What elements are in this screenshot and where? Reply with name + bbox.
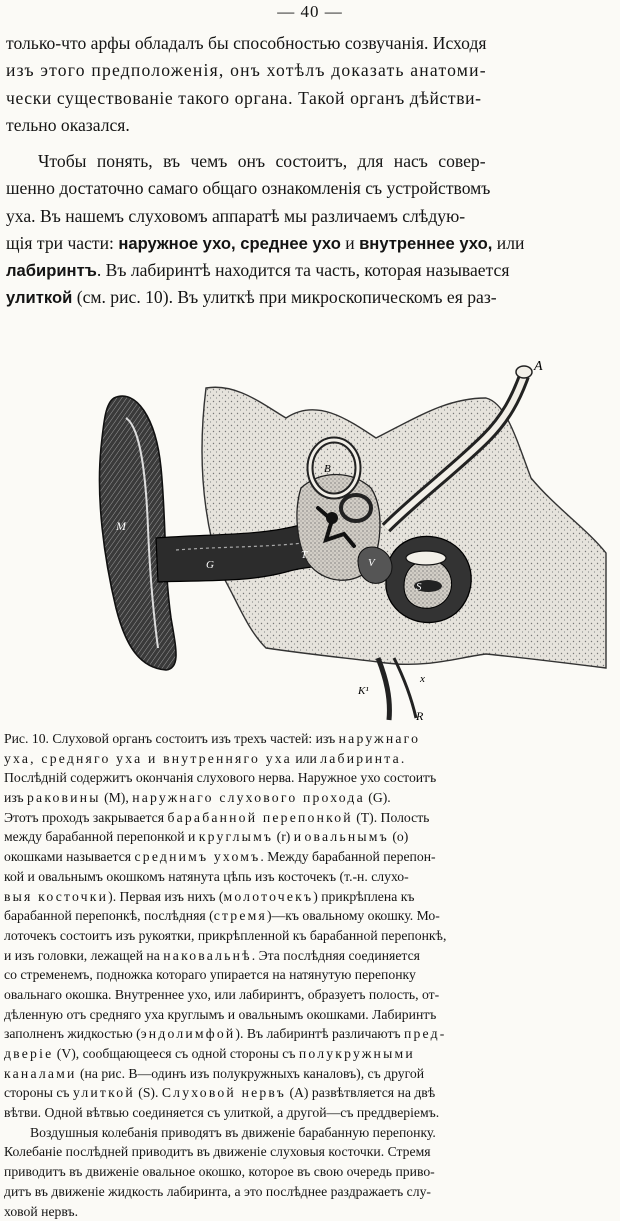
caption-line xyxy=(4,1083,616,1103)
caption-line: ховой нервъ. xyxy=(4,1202,616,1221)
label-T: T xyxy=(301,549,308,561)
caption-line: вѣтви. Одной вѣтвью соединяется съ улиткой, а другой—съ преддверіемъ. xyxy=(4,1103,616,1123)
label-G: G xyxy=(206,559,214,571)
caption-line xyxy=(4,729,616,749)
caption-text: (o) xyxy=(389,829,408,844)
caption-term: Слуховой нервъ xyxy=(162,1085,286,1100)
text-line: изъ этого предположенія, онъ хотѣлъ доказать анатоми- xyxy=(6,57,616,84)
caption-line xyxy=(4,827,616,847)
text-line: Чтобы понять, въ чемъ онъ состоитъ, для насъ совер- xyxy=(6,148,616,175)
caption-line: овальнаго окошка. Внутреннее ухо, или лабиринтъ, образуетъ полость, от- xyxy=(4,985,616,1005)
caption-term: уха, средняго уха и внутренняго уха xyxy=(4,751,292,766)
paragraph-2 xyxy=(6,148,616,312)
text-line xyxy=(6,284,616,311)
caption-text: и изъ головки, лежащей на xyxy=(4,948,163,963)
caption-term: наружнаго слухового прохода xyxy=(132,790,365,805)
caption-term: полукружными xyxy=(299,1046,415,1061)
ear-anatomy-figure xyxy=(86,358,616,726)
caption-line: Воздушныя колебанія приводятъ въ движеніе барабанную перепонку. xyxy=(4,1123,616,1143)
caption-text: ). Въ лабиринтѣ различаютъ xyxy=(235,1026,404,1041)
caption-text: ). Первая изъ нихъ ( xyxy=(108,889,223,904)
plain-text: или xyxy=(492,233,524,253)
term-bold: внутреннее ухо, xyxy=(359,234,492,253)
plain-text: (см. рис. 10). Въ улиткѣ при микроскопическомъ ея раз- xyxy=(72,287,496,307)
caption-term: молоточекъ xyxy=(223,889,313,904)
caption-term: пред- xyxy=(404,1026,447,1041)
caption-line: дѣленную отъ средняго уха круглымъ и овальнымъ окошками. Лабиринтъ xyxy=(4,1005,616,1025)
caption-line: Колебаніе послѣдней приводитъ въ движеніе слуховыя косточки. Стремя xyxy=(4,1142,616,1162)
page-number: — 40 — xyxy=(0,2,620,22)
caption-text: заполненъ жидкостью ( xyxy=(4,1026,141,1041)
caption-text: между барабанной перепонкой и xyxy=(4,829,199,844)
caption-text: (M), xyxy=(101,790,133,805)
eustachian-tube xyxy=(378,658,389,720)
caption-line: Послѣдній содержитъ окончанія слухового нерва. Наружное ухо состоитъ xyxy=(4,768,616,788)
caption-text: стороны съ xyxy=(4,1085,73,1100)
term-bold: улиткой xyxy=(6,288,72,307)
caption-term: улиткой xyxy=(73,1085,135,1100)
caption-line xyxy=(4,808,616,828)
caption-text: (на рис. B—одинъ изъ полукружныхъ каналовъ), съ другой xyxy=(77,1066,425,1081)
cochlea xyxy=(386,536,471,622)
caption-term: выя косточки xyxy=(4,889,108,904)
caption-term: наковальнѣ xyxy=(163,948,252,963)
caption-line xyxy=(4,906,616,926)
caption-text: Рис. 10. Слуховой органъ состоитъ изъ трехъ частей: изъ xyxy=(4,731,339,746)
caption-term: дверіе xyxy=(4,1046,53,1061)
caption-term: каналами xyxy=(4,1066,77,1081)
plain-text: щія три части: xyxy=(6,233,118,253)
caption-term: эндолимфой xyxy=(141,1026,236,1041)
paragraph-1 xyxy=(6,30,616,139)
text-line xyxy=(6,257,616,284)
term-bold: наружное ухо, среднее ухо xyxy=(118,234,341,253)
caption-line xyxy=(4,788,616,808)
caption-term: лабиринта. xyxy=(320,751,406,766)
caption-text: )—къ овальному окошку. Мо- xyxy=(267,908,440,923)
label-S: S xyxy=(416,581,422,593)
text-line: чески существованіе такого органа. Такой органъ дѣйстви- xyxy=(6,85,616,112)
plain-text: . Въ лабиринтѣ находится та часть, которая называется xyxy=(97,260,510,280)
caption-text: . Между барабанной перепон- xyxy=(260,849,435,864)
caption-term: овальнымъ xyxy=(304,829,388,844)
text-line: тельно оказался. xyxy=(6,112,616,139)
term-bold: лабиринтъ xyxy=(6,261,97,280)
caption-text: (S). xyxy=(135,1085,162,1100)
caption-line: кой и овальнымъ окошкомъ натянута цѣпь изъ косточекъ (т.-н. слухо- xyxy=(4,867,616,887)
caption-text: (V), сообщающееся съ одной стороны съ xyxy=(53,1046,299,1061)
caption-line xyxy=(4,847,616,867)
caption-term: среднимъ ухомъ xyxy=(135,849,261,864)
caption-line xyxy=(4,946,616,966)
label-V: V xyxy=(368,557,376,569)
text-line xyxy=(6,230,616,257)
caption-term: наружнаго xyxy=(339,731,421,746)
caption-line xyxy=(4,1064,616,1084)
label-x: x xyxy=(419,673,425,685)
caption-text: Этотъ проходъ закрывается xyxy=(4,810,167,825)
text-line: уха. Въ нашемъ слуховомъ аппаратѣ мы различаемъ слѣдую- xyxy=(6,203,616,230)
plain-text: и xyxy=(341,233,359,253)
caption-term: барабанной перепонкой xyxy=(167,810,352,825)
caption-term: раковины xyxy=(27,790,101,805)
caption-text: (A) развѣтвляется на двѣ xyxy=(286,1085,435,1100)
label-M: M xyxy=(115,519,127,533)
caption-line: лоточекъ состоитъ изъ рукоятки, прикрѣпленной къ барабанной перепонкѣ, xyxy=(4,926,616,946)
caption-line xyxy=(4,887,616,907)
caption-text: (G). xyxy=(365,790,391,805)
caption-text: изъ xyxy=(4,790,27,805)
text-line: шенно достаточно самаго общаго ознакомленія съ устройствомъ xyxy=(6,175,616,202)
label-K1: K¹ xyxy=(357,685,369,697)
caption-text: (r) и xyxy=(273,829,304,844)
label-A: A xyxy=(533,359,543,374)
caption-line: дитъ въ движеніе жидкость лабиринта, а это послѣднее раздражаетъ слу- xyxy=(4,1182,616,1202)
temporal-bone xyxy=(202,387,606,668)
caption-line xyxy=(4,749,616,769)
figure-caption xyxy=(4,729,616,1221)
caption-text: . Эта послѣдняя соединяется xyxy=(252,948,420,963)
caption-text: барабанной перепонкѣ, послѣдняя ( xyxy=(4,908,214,923)
caption-text: (T). Полость xyxy=(353,810,430,825)
caption-text: или xyxy=(292,751,320,766)
caption-text: окошками называется xyxy=(4,849,135,864)
label-B: B xyxy=(324,463,331,475)
caption-term: круглымъ xyxy=(199,829,273,844)
caption-term: стремя xyxy=(214,908,267,923)
caption-line: со стременемъ, подножка котораго упирается на натянутую перепонку xyxy=(4,965,616,985)
caption-text: ) прикрѣплена къ xyxy=(313,889,414,904)
text-line: только-что арфы обладалъ бы способностью созвучанія. Исходя xyxy=(6,30,616,57)
label-R: R xyxy=(415,709,424,723)
caption-line xyxy=(4,1044,616,1064)
caption-line: приводитъ въ движеніе овальное окошко, которое въ свою очередь приво- xyxy=(4,1162,616,1182)
caption-line xyxy=(4,1024,616,1044)
